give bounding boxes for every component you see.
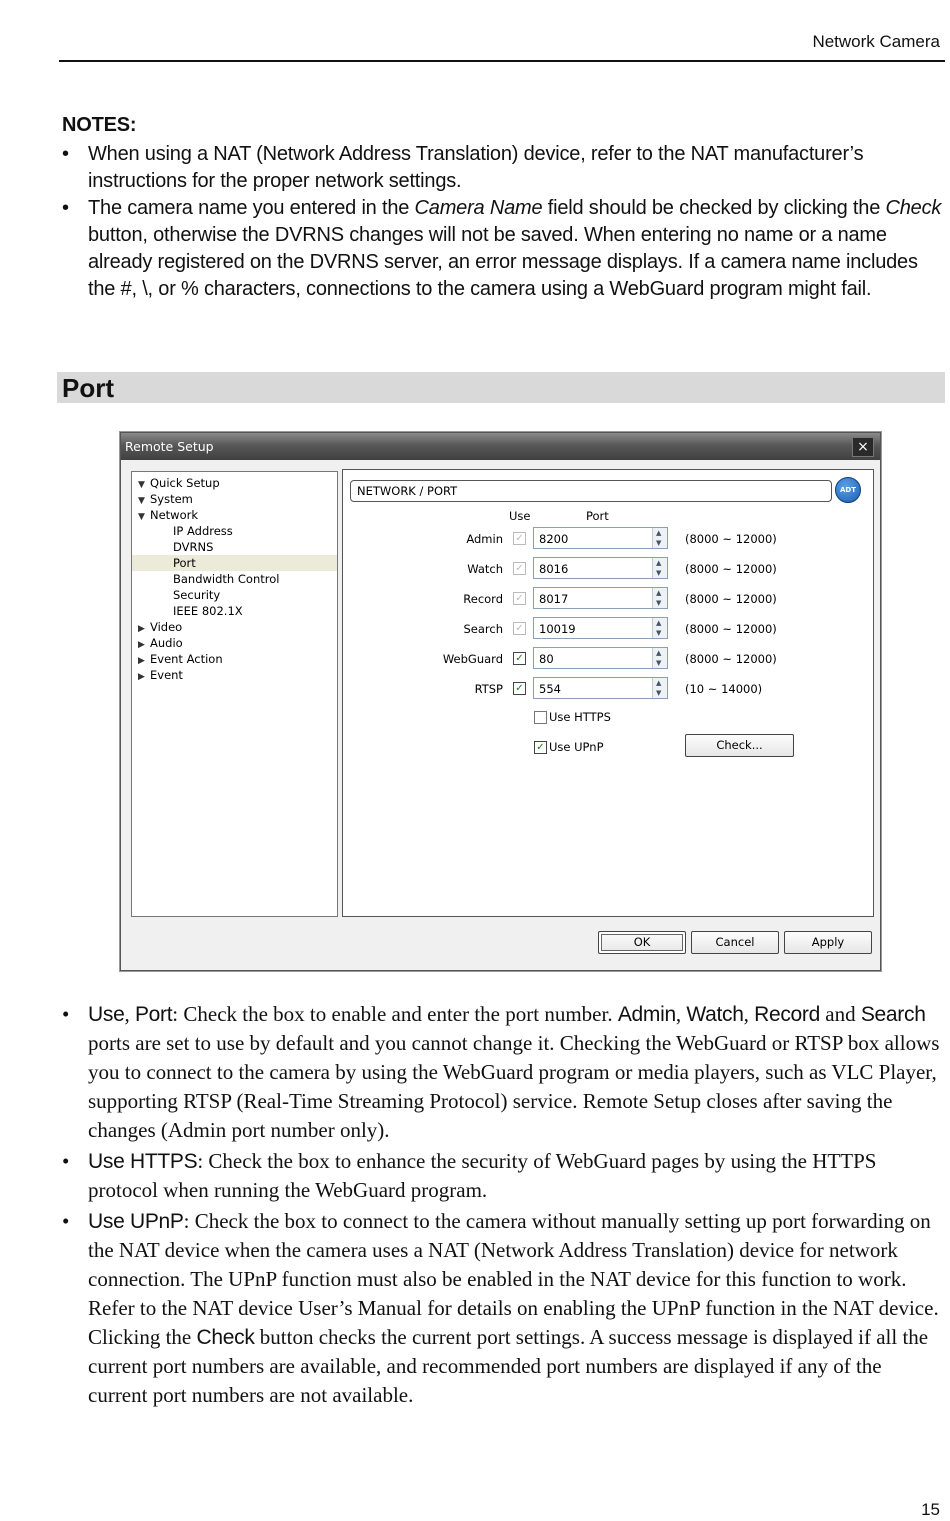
expand-arrow-icon: ▶ [138,672,145,682]
spinner-icon[interactable] [652,648,667,668]
desc-bullet-use-upnp: • Use UPnP: Check the box to connect to the camera without manually setting up port forwarding on the NAT device when the camera uses a NAT (Network Address Translation) device for network connection. The UPnP function must also be enabled in the NAT device for this function to work. Refer to the NAT device User’s Manual for details on enabling the UPnP function in the NAT device. Clicking the Check button checks the current port settings. A success message is displayed if all the current port numbers are available, and recommended port numbers are displayed if any of the current port numbers are not available. [62,1207,940,1410]
dialog-title: Remote Setup [125,439,214,454]
section-title: Port [62,373,114,403]
tree-item-event-action[interactable]: ▶ Event Action [138,651,223,667]
cancel-button[interactable]: Cancel [691,931,779,954]
use-checkbox-rtsp[interactable]: ✓ [513,682,526,695]
header-rule [59,60,945,62]
port-label-admin: Admin [466,532,503,546]
port-input-rtsp[interactable]: 554 ▲ ▼ [533,677,668,699]
apply-button[interactable]: Apply [784,931,872,954]
desc-bullet-use-port: • Use, Port: Check the box to enable and enter the port number. Admin, Watch, Record and Search ports are set to use by default and you cannot change it. Checking the WebGuard or RTSP box allows you to connect to the camera by using the WebGuard program or media players, such as VLC Player, supporting RTSP (Real-Time Streaming Protocol) service. Remote Setup closes after saving the changes (Admin port number only). [62,1000,940,1145]
tree-item-audio[interactable]: ▶ Audio [138,635,183,651]
port-label-search: Search [463,622,503,636]
expand-arrow-icon: ▼ [138,512,145,522]
use-upnp-label: Use UPnP [549,740,604,754]
settings-panel [342,469,874,917]
use-checkbox-record: ✓ [513,592,526,605]
tree-item-ip-address[interactable]: IP Address [173,524,233,538]
tree-item-network[interactable]: ▼ Network [138,507,198,523]
port-range-record: (8000 ~ 12000) [685,592,777,606]
dialog-titlebar[interactable] [121,433,880,460]
expand-arrow-icon: ▶ [138,640,145,650]
use-checkbox-admin: ✓ [513,532,526,545]
port-range-webguard: (8000 ~ 12000) [685,652,777,666]
use-checkbox-search: ✓ [513,622,526,635]
port-range-rtsp: (10 ~ 14000) [685,682,763,696]
check-button[interactable]: Check... [685,734,794,757]
remote-setup-dialog [120,432,881,971]
spinner-icon[interactable] [652,588,667,608]
port-range-watch: (8000 ~ 12000) [685,562,777,576]
note-bullet-2: • The camera name you entered in the Camera Name field should be checked by clicking the Check button, otherwise the DVRNS changes will not be saved. When entering no name or a name already registered on the DVRNS server, an error message displays. If a camera name includes the #, \, or % characters, connections to the camera using a WebGuard program might fail. [62,195,942,303]
port-input-record[interactable]: 8017 ▲ ▼ [533,587,668,609]
tree-item-security[interactable]: Security [173,588,221,602]
spinner-icon[interactable] [652,678,667,698]
tree-item-quick-setup[interactable]: ▼ Quick Setup [138,475,220,491]
expand-arrow-icon: ▶ [138,624,145,634]
column-header-use: Use [509,509,531,523]
tree-item-port[interactable]: Port [132,555,337,571]
use-checkbox-webguard[interactable]: ✓ [513,652,526,665]
tree-item-system[interactable]: ▼ System [138,491,193,507]
port-label-webguard: WebGuard [442,652,503,666]
notes-block [62,112,942,303]
expand-arrow-icon: ▼ [138,480,145,490]
expand-arrow-icon: ▼ [138,496,145,506]
spinner-icon[interactable] [652,618,667,638]
section-heading-bar [57,372,945,403]
adt-logo-icon: ADT [835,477,861,503]
tree-item-bandwidth-control[interactable]: Bandwidth Control [173,572,280,586]
tree-item-ieee-8021x[interactable]: IEEE 802.1X [173,604,243,618]
port-range-search: (8000 ~ 12000) [685,622,777,636]
port-input-search[interactable]: 10019 ▲ ▼ [533,617,668,639]
tree-item-event[interactable]: ▶ Event [138,667,183,683]
use-upnp-checkbox[interactable]: ✓ [534,741,547,754]
ok-button[interactable]: OK [598,931,686,954]
use-checkbox-watch: ✓ [513,562,526,575]
port-input-admin[interactable]: 8200 ▲ ▼ [533,527,668,549]
port-label-watch: Watch [467,562,503,576]
page-number: 15 [921,1500,940,1519]
breadcrumb: NETWORK / PORT [350,480,832,502]
spinner-icon[interactable] [652,558,667,578]
port-label-rtsp: RTSP [474,682,503,696]
note-bullet-1: • When using a NAT (Network Address Translation) device, refer to the NAT manufacturer’s instructions for the proper network settings. [62,141,942,195]
spinner-icon[interactable] [652,528,667,548]
tree-item-video[interactable]: ▶ Video [138,619,182,635]
notes-title: NOTES: [62,114,137,136]
description-block [62,1000,940,1410]
use-https-checkbox[interactable] [534,711,547,724]
settings-tree [131,471,338,917]
use-https-label: Use HTTPS [549,710,611,724]
desc-bullet-use-https: • Use HTTPS: Check the box to enhance the security of WebGuard pages by using the HTTPS protocol when running the WebGuard program. [62,1147,940,1205]
running-header: Network Camera [812,32,940,51]
port-range-admin: (8000 ~ 12000) [685,532,777,546]
port-label-record: Record [463,592,503,606]
port-input-watch[interactable]: 8016 ▲ ▼ [533,557,668,579]
expand-arrow-icon: ▶ [138,656,145,666]
close-icon[interactable]: × [852,437,874,457]
column-header-port: Port [586,509,609,523]
port-input-webguard[interactable]: 80 ▲ ▼ [533,647,668,669]
tree-item-dvrns[interactable]: DVRNS [173,540,214,554]
